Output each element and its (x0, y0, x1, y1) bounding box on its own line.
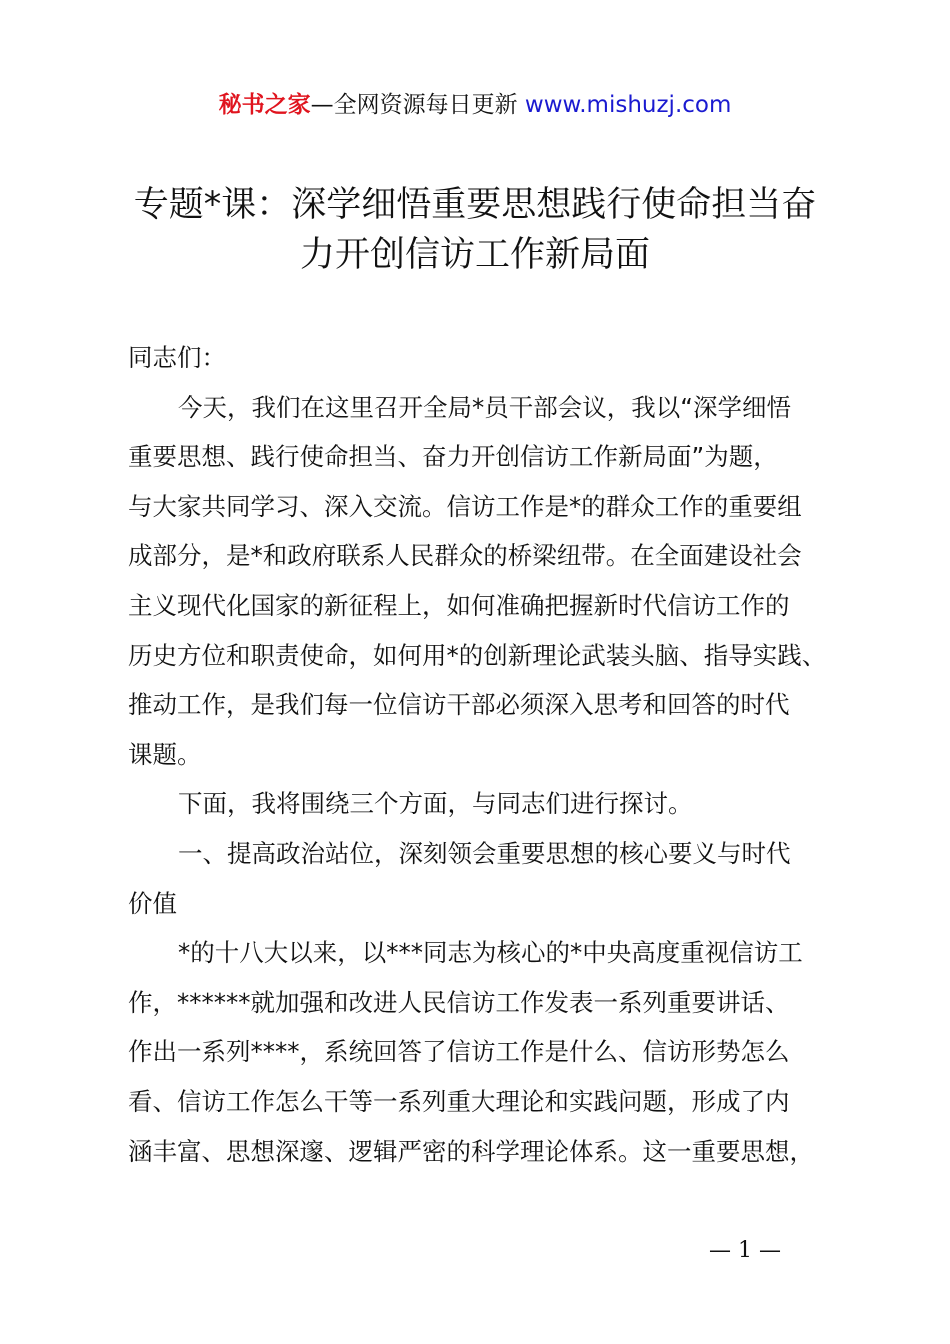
title-line-1: 专题*课：深学细悟重要思想践行使命担当奋 (133, 185, 817, 225)
title-line-2: 力开创信访工作新局面 (299, 235, 650, 275)
document-body (128, 333, 838, 1176)
paragraph-line: 作，******就加强和改进人民信访工作发表一系列重要讲话、 (128, 987, 790, 1017)
section-heading-line: 一、提高政治站位，深刻领会重要思想的核心要义与时代 (178, 838, 791, 868)
site-url-link[interactable]: www.mishuzj.com (524, 92, 732, 118)
page-number: — 1 — (709, 1238, 781, 1263)
paragraph-line: 成部分，是*和政府联系人民群众的桥梁纽带。在全面建设社会 (128, 541, 802, 571)
paragraph-line: 主义现代化国家的新征程上，如何准确把握新时代信访工作的 (128, 590, 790, 620)
document-title (100, 180, 850, 280)
paragraph-line: 涵丰富、思想深邃、逻辑严密的科学理论体系。这一重要思想， (128, 1136, 814, 1166)
site-header (0, 88, 950, 122)
section-heading-line: 价值 (128, 888, 177, 918)
paragraph-line: 重要思想、践行使命担当、奋力开创信访工作新局面”为题， (128, 442, 778, 472)
paragraph-line: *的十八大以来，以***同志为核心的*中央高度重视信访工 (178, 938, 803, 968)
brand-name: 秘书之家 (218, 92, 311, 118)
paragraph-line: 历史方位和职责使命，如何用*的创新理论武装头脑、指导实践、 (128, 640, 827, 670)
paragraph-line: 下面，我将围绕三个方面，与同志们进行探讨。 (178, 789, 693, 819)
paragraph-line: 与大家共同学习、深入交流。信访工作是*的群众工作的重要组 (128, 491, 802, 521)
paragraph-line: 课题。 (128, 739, 202, 769)
salutation: 同志们： (128, 343, 226, 372)
header-tagline: —全网资源每日更新 (310, 92, 525, 118)
paragraph-line: 看、信访工作怎么干等一系列重大理论和实践问题，形成了内 (128, 1086, 790, 1116)
paragraph-line: 今天，我们在这里召开全局*员干部会议，我以“深学细悟 (178, 392, 791, 422)
paragraph-line: 推动工作，是我们每一位信访干部必须深入思考和回答的时代 (128, 690, 790, 720)
paragraph-line: 作出一系列****，系统回答了信访工作是什么、信访形势怎么 (128, 1037, 790, 1067)
